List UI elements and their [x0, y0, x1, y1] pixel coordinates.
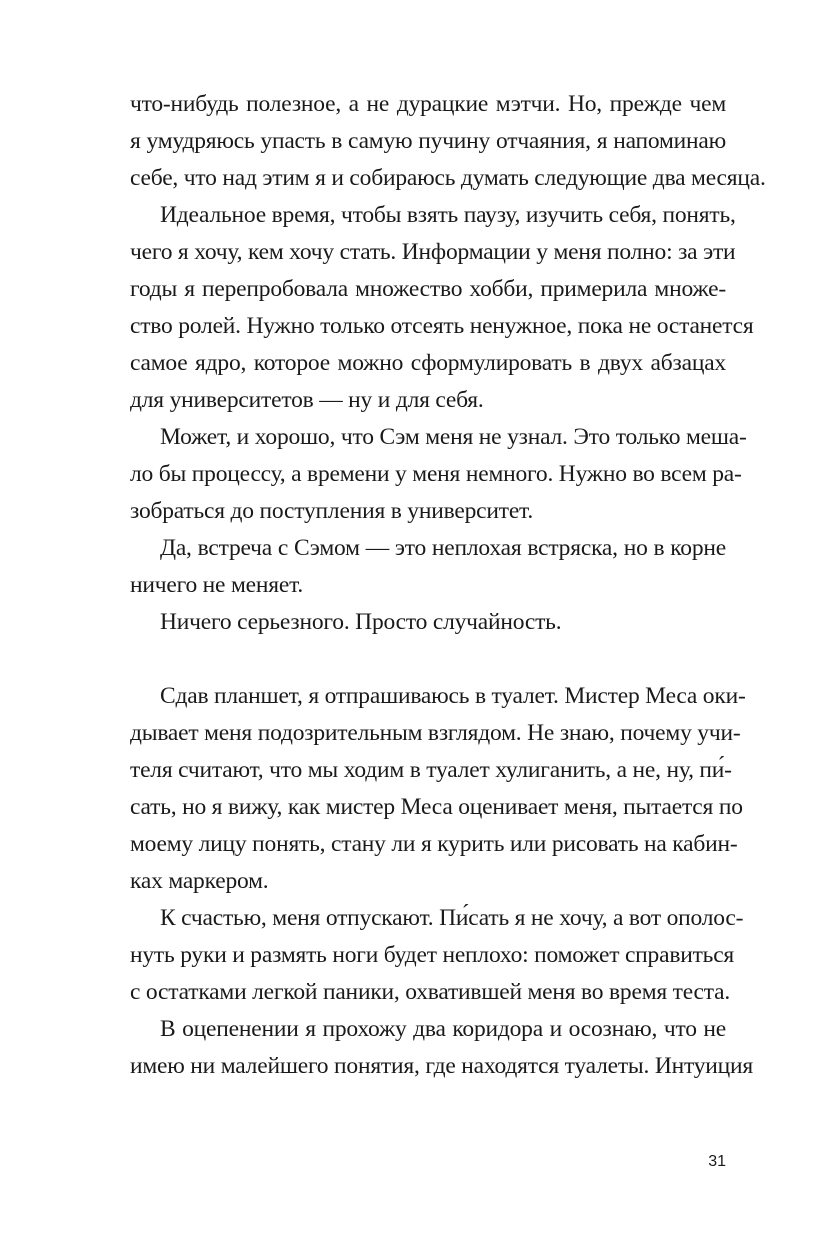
text-line: Да, встреча с Сэмом — это неплохая встряска, но в корне [160, 535, 726, 561]
page-number: 31 [708, 1153, 726, 1170]
text-line: для университетов — ну и для себя. [130, 387, 484, 413]
text-line: ках маркером. [130, 868, 269, 894]
book-page-text [130, 86, 766, 1085]
text-line: ство ролей. Нужно только отсеять ненужное, пока не останется [130, 313, 754, 339]
text-line: дывает меня подозрительным взглядом. Не знаю, почему учи- [130, 720, 741, 746]
text-line: сать, но я вижу, как мистер Меса оценивает меня, пытается по [130, 794, 743, 820]
text-line: с остатками легкой паники, охватившей меня во время теста. [130, 979, 731, 1005]
text-line: Сдав планшет, я отпрашиваюсь в туалет. Мистер Меса оки- [160, 683, 746, 709]
text-line: Идеальное время, чтобы взять паузу, изучить себя, понять, [160, 202, 736, 228]
text-line: ничего не меняет. [130, 572, 304, 598]
text-line: что-нибудь полезное, а не дурацкие мэтчи. Но, прежде чем [130, 91, 726, 117]
text-line: Ничего серьезного. Просто случайность. [160, 609, 562, 635]
text-line: ло бы процессу, а времени у меня немного. Нужно во всем ра- [130, 461, 742, 487]
text-line: нуть руки и размять ноги будет неплохо: поможет справиться [130, 942, 735, 968]
text-line: теля считают, что мы ходим в туалет хулиганить, а не, ну, пи́- [130, 757, 732, 783]
text-line: я умудряюсь упасть в самую пучину отчаяния, я напоминаю [130, 128, 726, 154]
text-line: Может, и хорошо, что Сэм меня не узнал. Это только меша- [160, 424, 747, 450]
text-line: имею ни малейшего понятия, где находятся туалеты. Интуиция [130, 1053, 754, 1079]
text-line: самое ядро, которое можно сформулировать в двух абзацах [130, 350, 726, 376]
text-line: зобраться до поступления в университет. [130, 498, 534, 524]
text-line: годы я перепробовала множество хобби, примерила множе- [130, 276, 726, 302]
text-line: В оцепенении я прохожу два коридора и осознаю, что не [160, 1016, 726, 1042]
text-line: моему лицу понять, стану ли я курить или рисовать на кабин- [130, 831, 738, 857]
text-line: себе, что над этим я и собираюсь думать следующие два месяца. [130, 165, 766, 191]
text-line: чего я хочу, кем хочу стать. Информации у меня полно: за эти [130, 239, 736, 265]
text-line: К счастью, меня отпускают. Пи́сать я не хочу, а вот ополос- [160, 905, 744, 931]
section-break [130, 641, 726, 678]
